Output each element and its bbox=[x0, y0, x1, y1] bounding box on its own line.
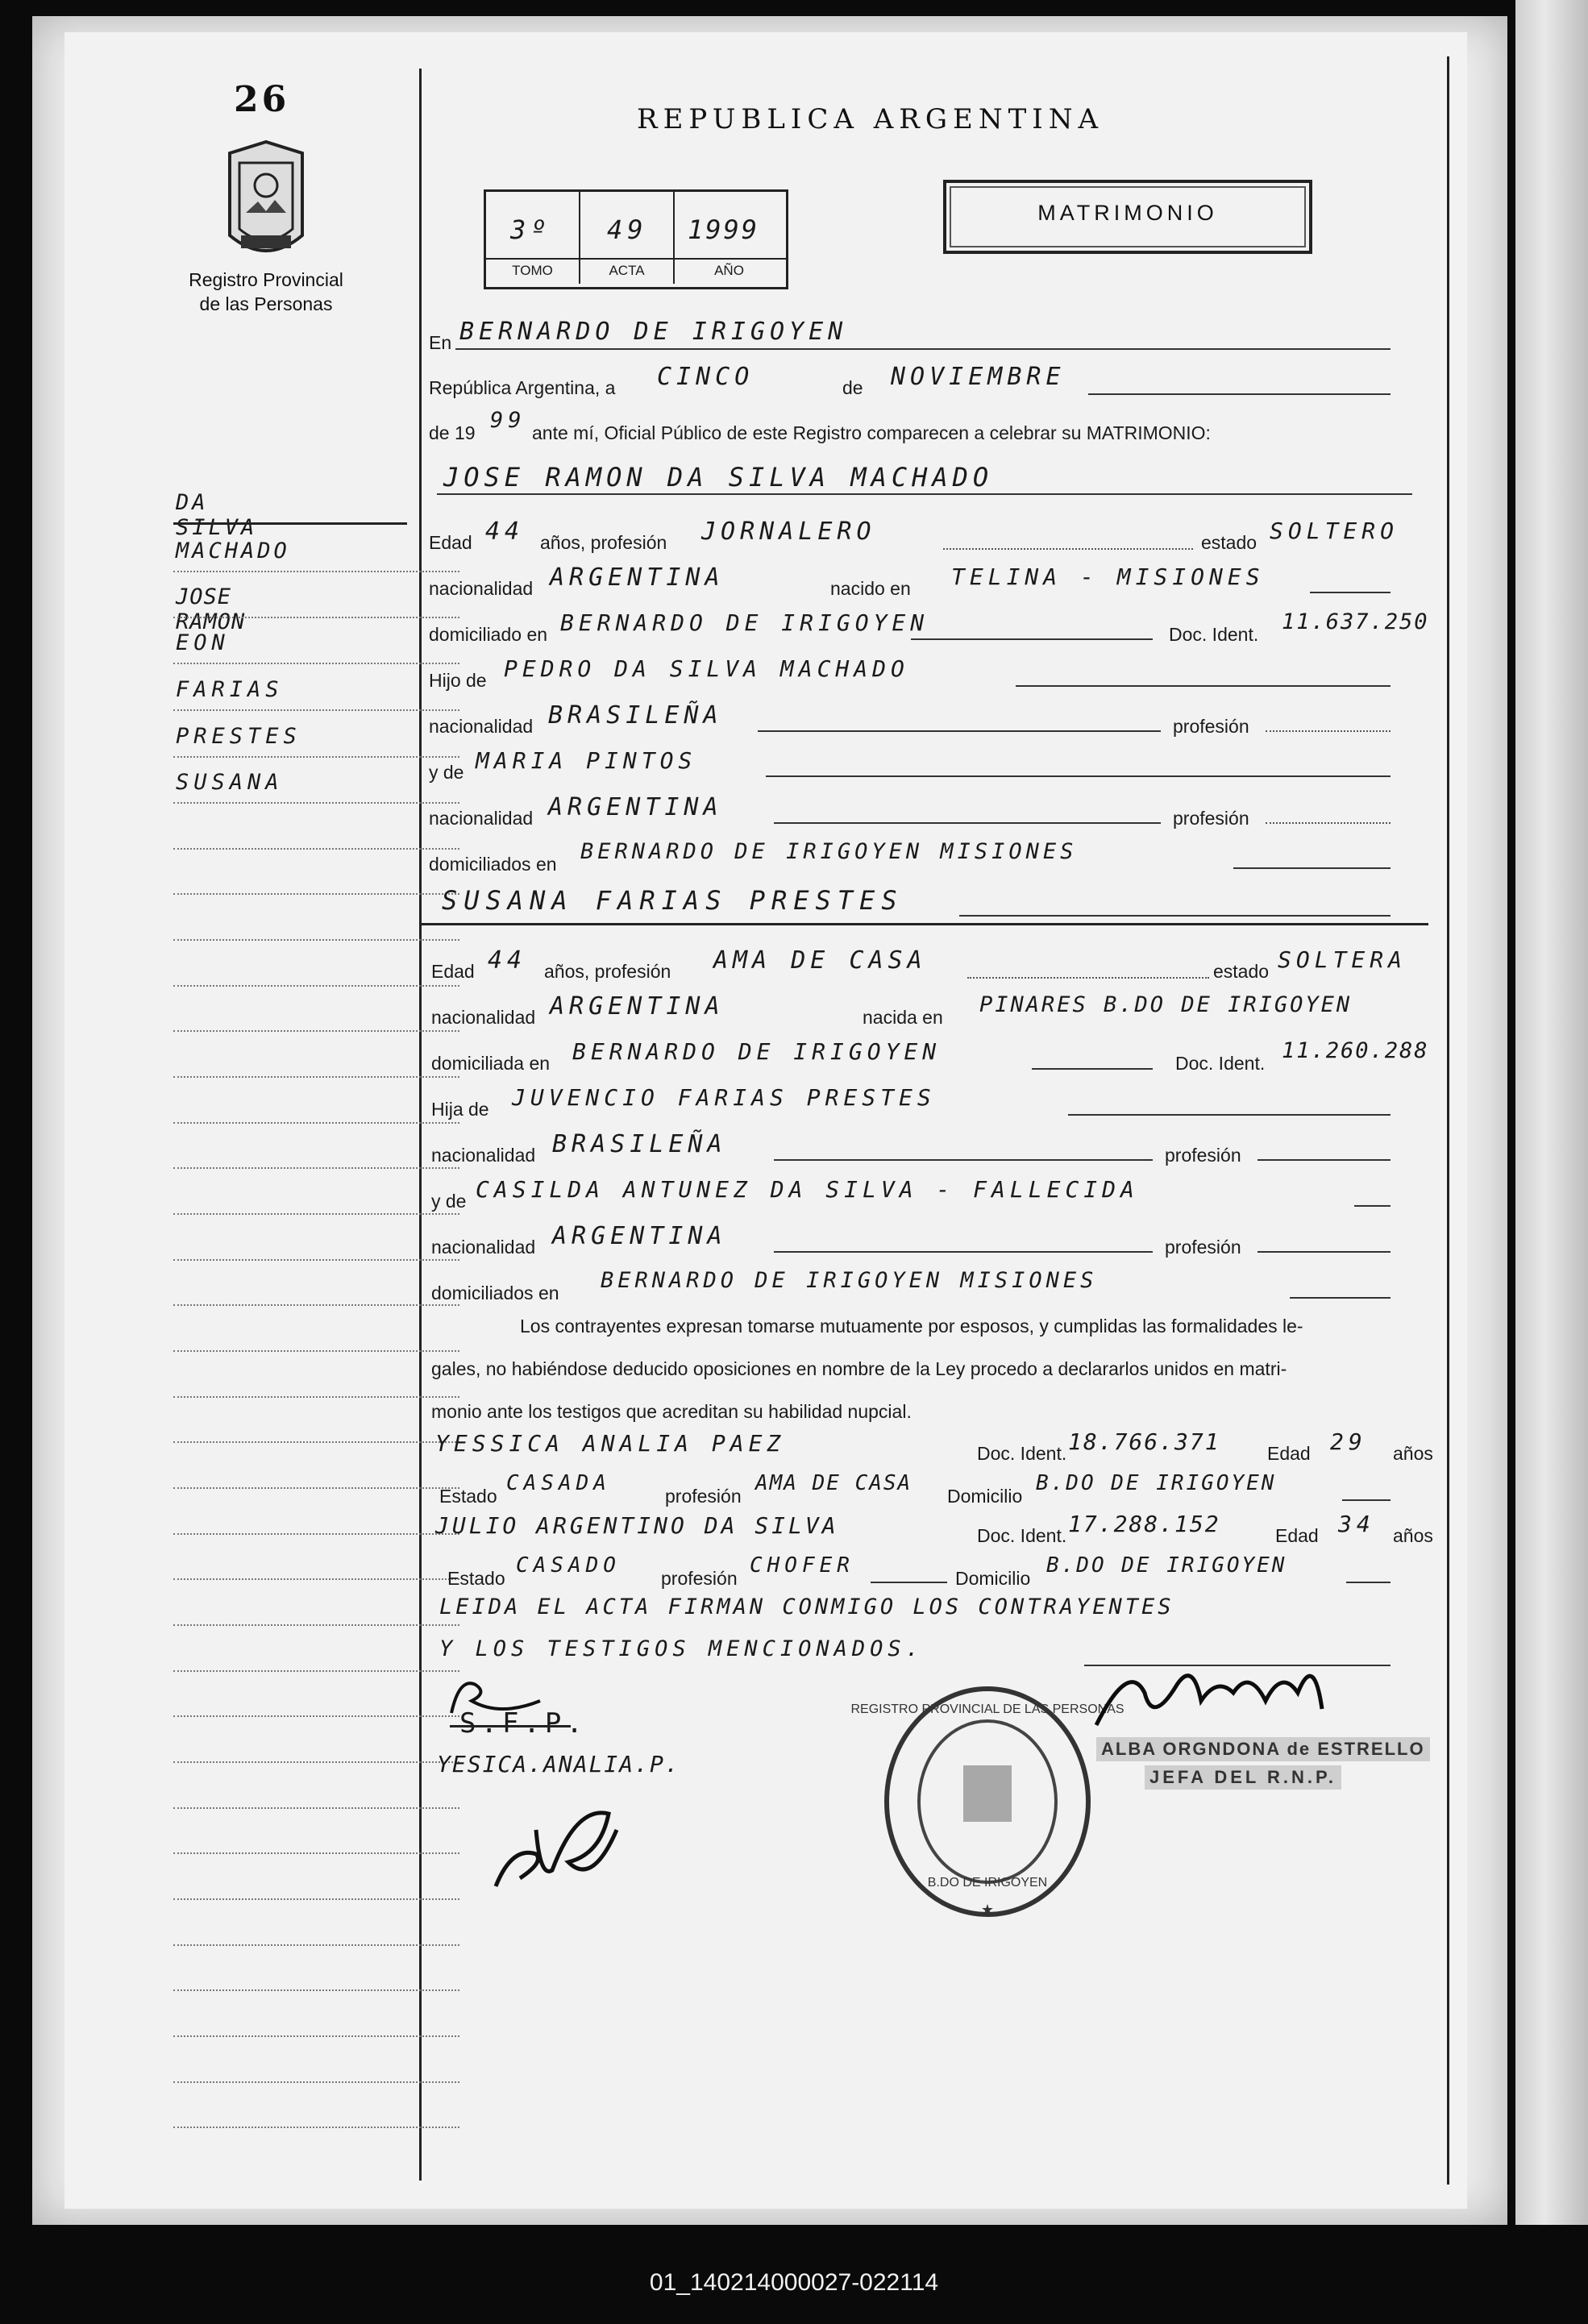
bride-parents-domicile: BERNARDO DE IRIGOYEN MISIONES bbox=[601, 1268, 1098, 1293]
bride-doc: 11.260.288 bbox=[1282, 1038, 1429, 1063]
ano-value: 1999 bbox=[688, 214, 760, 245]
intro-year: 99 bbox=[490, 408, 526, 433]
official-name: ALBA ORGNDONA de ESTRELLO bbox=[1096, 1737, 1430, 1761]
witness1-estado-label: Estado bbox=[439, 1486, 497, 1507]
witness2-age: 34 bbox=[1338, 1511, 1375, 1537]
witness1-dom-label: Domicilio bbox=[947, 1486, 1023, 1507]
act-type-box bbox=[943, 180, 1312, 254]
bride-doms-label: domiciliados en bbox=[431, 1283, 559, 1303]
acta-label: ACTA bbox=[609, 263, 645, 278]
intro-month: NOVIEMBRE bbox=[891, 363, 1066, 391]
official-signature-icon bbox=[1080, 1644, 1386, 1741]
svg-text:★: ★ bbox=[980, 1902, 995, 1918]
book-edge bbox=[1515, 0, 1588, 2225]
bride-father-nat: BRASILEÑA bbox=[552, 1130, 727, 1158]
margin-name-line: DA SILVA bbox=[176, 490, 258, 540]
right-column-rule bbox=[1447, 56, 1449, 2185]
groom-mother-nat: ARGENTINA bbox=[548, 793, 723, 821]
bride-doc-label: Doc. Ident. bbox=[1175, 1053, 1266, 1074]
ano-label: AÑO bbox=[714, 263, 744, 278]
acta-value: 49 bbox=[607, 214, 648, 245]
official-round-stamp bbox=[850, 1681, 1124, 1923]
groom-mother-prof-label: profesión bbox=[1173, 808, 1249, 829]
bride-nacida-label: nacida en bbox=[863, 1007, 943, 1028]
groom-father-prof-label: profesión bbox=[1173, 716, 1249, 737]
bride-edad-label: Edad bbox=[431, 961, 475, 982]
signature-yesica: YESICA.ANALIA.P. bbox=[437, 1751, 680, 1777]
bride-mother: CASILDA ANTUNEZ DA SILVA - FALLECIDA bbox=[476, 1176, 1139, 1203]
stamp-inner-text: B.DO DE IRIGOYEN bbox=[927, 1876, 1048, 1890]
intro-year-prefix: de 19 bbox=[429, 422, 476, 443]
margin-name-line: MACHADO bbox=[176, 538, 290, 563]
margin-name-line: PRESTES bbox=[176, 724, 301, 749]
section-divider bbox=[421, 923, 1428, 925]
groom-domicile: BERNARDO DE IRIGOYEN bbox=[560, 609, 929, 636]
record-number-box bbox=[484, 189, 788, 289]
tomo-label: TOMO bbox=[512, 263, 553, 278]
province-seal-icon bbox=[222, 139, 310, 268]
bride-nationality: ARGENTINA bbox=[550, 992, 725, 1021]
margin-name-line: SUSANA bbox=[176, 770, 284, 795]
official-role: JEFA DEL R.N.P. bbox=[1145, 1765, 1341, 1790]
bride-mother-nat-label: nacionalidad bbox=[431, 1237, 536, 1258]
witness2-anos-label: años bbox=[1393, 1525, 1433, 1546]
groom-doc: 11.637.250 bbox=[1282, 609, 1429, 634]
margin-name-line: JOSE RAMON bbox=[176, 584, 246, 634]
witness2-dom: B.DO DE IRIGOYEN bbox=[1046, 1553, 1287, 1578]
republic-label: República Argentina, a bbox=[429, 377, 616, 398]
en-label: En bbox=[429, 332, 452, 353]
left-column-rule bbox=[419, 69, 422, 2181]
bride-yde-label: y de bbox=[431, 1191, 467, 1212]
closing-line: LEIDA EL ACTA FIRMAN CONMIGO LOS CONTRAYENTES bbox=[439, 1594, 1174, 1619]
groom-birthplace: TELINA - MISIONES bbox=[951, 563, 1265, 590]
bride-age: 44 bbox=[488, 946, 527, 975]
groom-estado: SOLTERO bbox=[1270, 518, 1399, 544]
witness1-doc: 18.766.371 bbox=[1068, 1428, 1220, 1455]
groom-nac-label: nacionalidad bbox=[429, 578, 534, 599]
intro-sentence: ante mí, Oficial Público de este Registro comparecen a celebrar su MATRIMONIO: bbox=[532, 422, 1211, 443]
witness1-estado: CASADA bbox=[506, 1471, 611, 1495]
witness1-dom: B.DO DE IRIGOYEN bbox=[1036, 1471, 1277, 1495]
bride-estado: SOLTERA bbox=[1278, 946, 1407, 973]
witness1-age: 29 bbox=[1330, 1428, 1367, 1455]
act-type-label: MATRIMONIO bbox=[1037, 201, 1218, 225]
groom-doms-label: domiciliados en bbox=[429, 854, 557, 875]
witness2-edad-label: Edad bbox=[1275, 1525, 1319, 1546]
intro-day: CINCO bbox=[657, 363, 755, 391]
witness1-prof-label: profesión bbox=[665, 1486, 742, 1507]
bride-mother-nat: ARGENTINA bbox=[552, 1222, 727, 1250]
closing-line: Y LOS TESTIGOS MENCIONADOS. bbox=[439, 1636, 924, 1661]
margin-name-line: EON bbox=[176, 630, 230, 655]
image-id-caption: 01_140214000027-022114 bbox=[649, 2269, 939, 2296]
bride-profession: AMA DE CASA bbox=[713, 946, 927, 975]
bride-mother-prof-label: profesión bbox=[1165, 1237, 1241, 1258]
witness1-prof: AMA DE CASA bbox=[755, 1471, 912, 1495]
stamp-outer-text: REGISTRO PROVINCIAL DE LAS PERSONAS bbox=[850, 1702, 1124, 1716]
witness1-name: YESSICA ANALIA PAEZ bbox=[435, 1430, 786, 1457]
groom-profession: JORNALERO bbox=[701, 518, 876, 546]
bride-father-nat-label: nacionalidad bbox=[431, 1145, 536, 1166]
groom-father-nat-label: nacionalidad bbox=[429, 716, 534, 737]
signature-julio-icon bbox=[480, 1781, 641, 1902]
groom-father: PEDRO DA SILVA MACHADO bbox=[504, 655, 909, 682]
margin-name-line: FARIAS bbox=[176, 677, 284, 702]
bride-name: SUSANA FARIAS PRESTES bbox=[442, 885, 904, 916]
witness1-doc-label: Doc. Ident. bbox=[977, 1443, 1067, 1464]
groom-parents-domicile: BERNARDO DE IRIGOYEN MISIONES bbox=[580, 839, 1078, 864]
bride-nac-label: nacionalidad bbox=[431, 1007, 536, 1028]
signature-sfp: S.F.P. bbox=[459, 1707, 588, 1740]
bride-hija-label: Hija de bbox=[431, 1099, 489, 1120]
groom-yde-label: y de bbox=[429, 762, 464, 783]
witness2-estado-label: Estado bbox=[447, 1568, 505, 1589]
groom-doc-label: Doc. Ident. bbox=[1169, 624, 1259, 645]
groom-name: JOSE RAMON DA SILVA MACHADO bbox=[443, 462, 994, 493]
bride-estado-label: estado bbox=[1213, 961, 1270, 982]
bride-father-prof-label: profesión bbox=[1165, 1145, 1241, 1166]
groom-father-nat: BRASILEÑA bbox=[548, 701, 723, 730]
groom-anos-prof-label: años, profesión bbox=[540, 532, 667, 553]
bride-anos-prof-label: años, profesión bbox=[544, 961, 671, 982]
witness2-dom-label: Domicilio bbox=[955, 1568, 1031, 1589]
witness2-doc: 17.288.152 bbox=[1068, 1511, 1220, 1537]
bride-birthplace: PINARES B.DO DE IRIGOYEN bbox=[979, 992, 1353, 1017]
tomo-value: 3º bbox=[510, 214, 551, 245]
declaration-line: Los contrayentes expresan tomarse mutuamente por esposos, y cumplidas las formalidades le- bbox=[520, 1316, 1303, 1337]
declaration-line: monio ante los testigos que acreditan su habilidad nupcial. bbox=[431, 1401, 912, 1422]
groom-edad-label: Edad bbox=[429, 532, 472, 553]
groom-nationality: ARGENTINA bbox=[550, 563, 725, 592]
bride-dom-label: domiciliada en bbox=[431, 1053, 551, 1074]
witness2-name: JULIO ARGENTINO DA SILVA bbox=[435, 1512, 839, 1539]
groom-age: 44 bbox=[485, 518, 525, 546]
witness2-estado: CASADO bbox=[516, 1553, 621, 1578]
witness2-doc-label: Doc. Ident. bbox=[977, 1525, 1067, 1546]
country-title: REPUBLICA ARGENTINA bbox=[637, 103, 1104, 135]
groom-mother: MARIA PINTOS bbox=[476, 747, 697, 774]
declaration-line: gales, no habiéndose deducido oposiciones en nombre de la Ley procedo a declararlos unidos en matri- bbox=[431, 1358, 1287, 1379]
groom-dom-label: domiciliado en bbox=[429, 624, 548, 645]
witness2-prof: CHOFER bbox=[750, 1553, 854, 1578]
intro-de-label: de bbox=[842, 377, 863, 398]
witness2-prof-label: profesión bbox=[661, 1568, 738, 1589]
page-paper bbox=[64, 32, 1467, 2209]
document-page bbox=[32, 16, 1507, 2225]
groom-hijo-label: Hijo de bbox=[429, 670, 487, 691]
groom-mother-nat-label: nacionalidad bbox=[429, 808, 534, 829]
witness1-anos-label: años bbox=[1393, 1443, 1433, 1464]
bride-domicile: BERNARDO DE IRIGOYEN bbox=[572, 1038, 942, 1065]
witness1-edad-label: Edad bbox=[1267, 1443, 1311, 1464]
intro-place: BERNARDO DE IRIGOYEN bbox=[459, 318, 848, 346]
groom-nacido-label: nacido en bbox=[830, 578, 911, 599]
page-number: 26 bbox=[234, 79, 290, 120]
bride-father: JUVENCIO FARIAS PRESTES bbox=[512, 1084, 936, 1111]
registry-label: Registro Provincial de las Personas bbox=[189, 269, 343, 314]
groom-estado-label: estado bbox=[1201, 532, 1258, 553]
